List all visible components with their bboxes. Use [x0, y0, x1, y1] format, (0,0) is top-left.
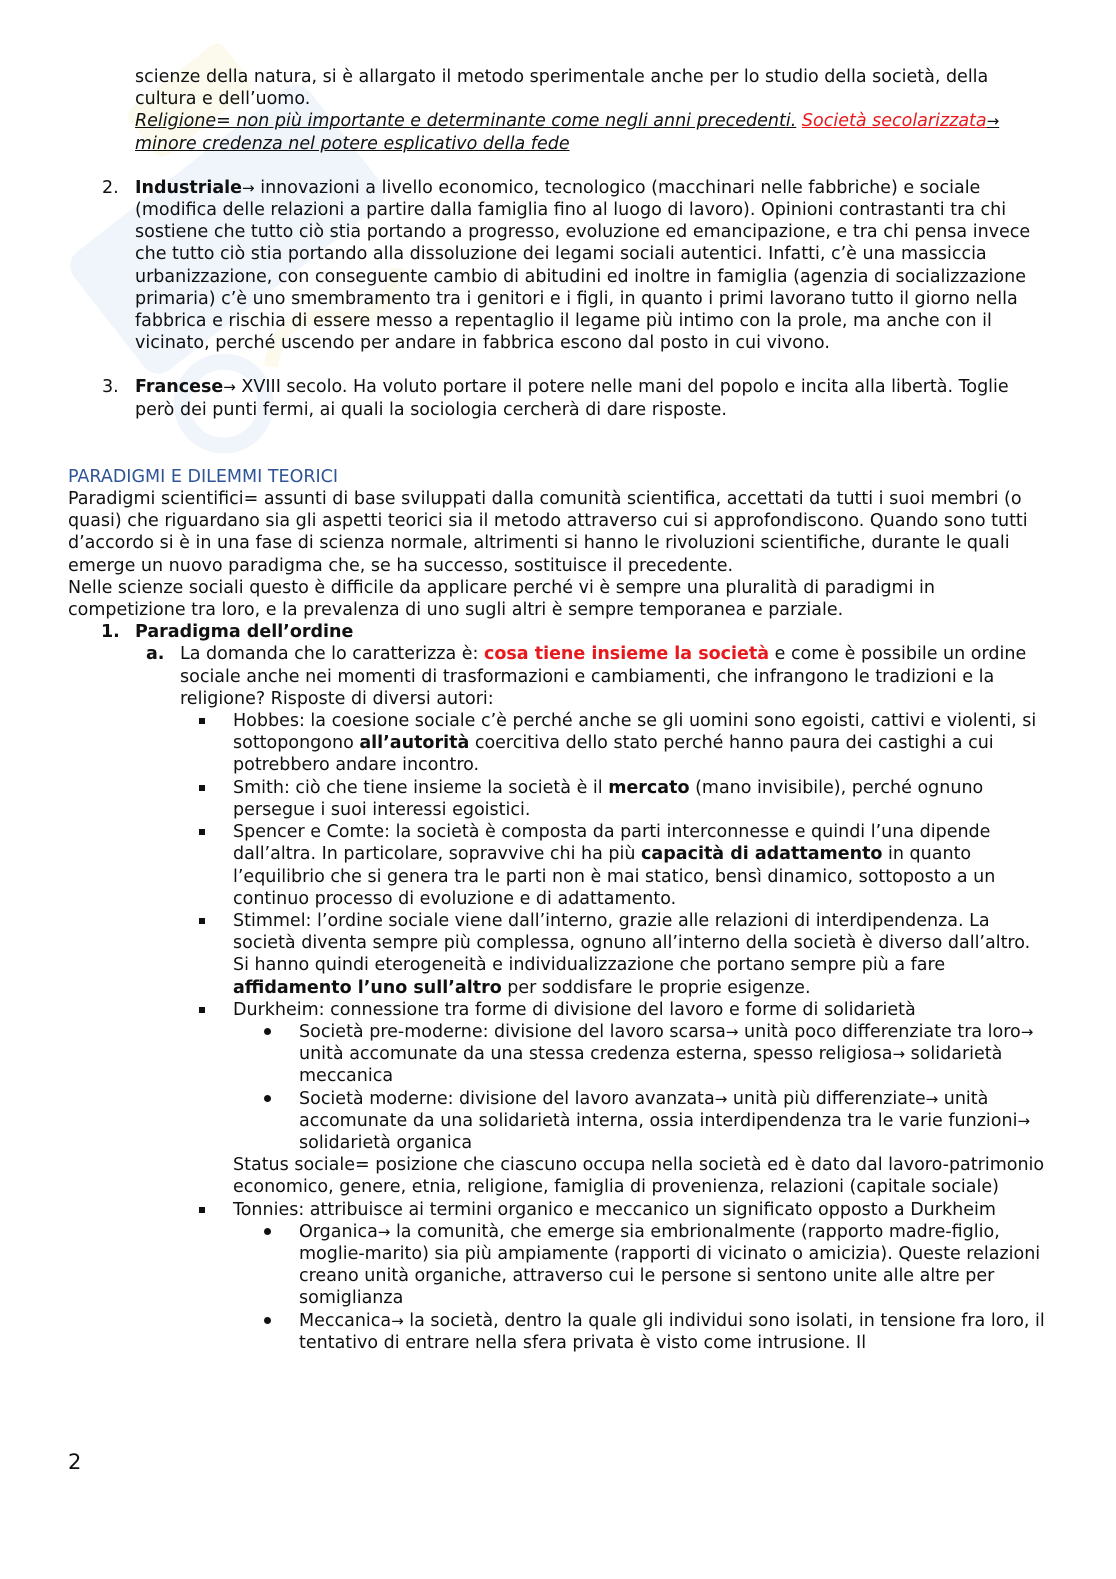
revolution-text: innovazioni a livello economico, tecnologico (macchinari nelle fabbriche) e sociale (modifica delle relazioni a partire dalla famiglia fino al luogo di lavoro). Opinioni contrastanti tra chi sostiene che tutto ciò stia portando a progresso, evoluzione ed emancipazione, e tra chi pensa invece che tutto ciò stia portando alla dissoluzione dei legami sociali autentici. Infatti, c’è una massiccia urbanizzazione, con conseguente cambio di abitudini ed inoltre in famiglia (agenzia di socializzazione primaria) c’è uno smembramento tra i genitori e i figli, in quanto i primi lavorano tutto il giorno nella fabbrica e rischia di essere messo a repentaglio il legame più intimo con la prole, ma anche con il vicinato, perché uscendo per andare in fabbrica escono dal posto in cui vivono.	[135, 177, 1031, 354]
square-bullet-icon	[199, 1207, 205, 1213]
sub-text: unità accomunate da una solidarietà interna, ossia interdipendenza tra le varie funzioni	[299, 1088, 1018, 1131]
sub-text: Meccanica	[299, 1310, 392, 1331]
sub-text: solidarietà organica	[299, 1132, 473, 1153]
tonnies-organica	[68, 1221, 1048, 1310]
arrow-icon: →	[725, 1022, 739, 1041]
religione-line	[68, 110, 1048, 154]
page-number: 2	[68, 1450, 82, 1474]
arrow-icon: →	[986, 112, 1000, 131]
societa-secolarizzata: Società secolarizzata	[801, 111, 987, 132]
revolution-text: XVIII secolo. Ha voluto portare il potere nelle mani del popolo e incita alla libertà. Toglie però dei punti fermi, ai quali la sociologia cercherà di dare risposte.	[135, 377, 1009, 420]
author-text: Tonnies: attribuisce ai termini organico e meccanico un significato opposto a Durkheim	[233, 1199, 996, 1220]
author-smith	[68, 777, 1048, 821]
list-number: 1.	[101, 622, 120, 643]
author-hobbes	[68, 710, 1048, 777]
author-text: Smith: ciò che tiene insieme la società è il	[233, 777, 609, 798]
arrow-icon: →	[714, 1089, 728, 1108]
arrow-icon: →	[377, 1222, 391, 1241]
square-bullet-icon	[199, 785, 205, 791]
author-text-rest: (mano invisibile), perché ognuno persegue i suoi interessi egoistici.	[233, 777, 984, 820]
paragraph-scienze-sociali: Nelle scienze sociali questo è difficile da applicare perché vi è sempre una pluralità di paradigmi in competizione tra loro, e la prevalenza di uno sugli altri è sempre temporanea e parziale.	[68, 577, 935, 621]
square-bullet-icon	[199, 718, 205, 724]
author-keyword: mercato	[608, 777, 690, 798]
revolution-industriale	[68, 177, 1048, 355]
revolution-title: Industriale	[135, 177, 243, 198]
square-bullet-icon	[199, 829, 205, 835]
section-heading: PARADIGMI E DILEMMI TEORICI	[68, 466, 339, 487]
intro-line: scienze della natura, si è allargato il metodo sperimentale anche per lo studio della società, della cultura e dell’uomo.	[135, 67, 989, 110]
paradigm-ordine	[68, 621, 1048, 643]
question-text-rest: e come è possibile un ordine sociale anche nei momenti di trasformazioni e cambiamenti, che infrangono le tradizioni e la religione? Risposte di diversi autori:	[180, 644, 1027, 709]
round-bullet-icon	[264, 1228, 271, 1235]
sub-text: la comunità, che emerge sia embrionalmente (rapporto madre-figlio, moglie-marito) sia più ampiamente (rapporti di vicinato o amicizia). Queste relazioni creano unità organiche, attraverso cui le persone si sentono unite alle altre per somiglianza	[299, 1221, 1041, 1309]
question-highlight: cosa tiene insieme la società	[483, 644, 770, 665]
author-text-rest: in quanto l’equilibrio che si genera tra le parti non è mai statico, bensì dinamico, sottoposto a un continuo processo di evoluzione e di adattamento.	[233, 844, 996, 909]
question-text: La domanda che lo caratterizza è:	[180, 644, 484, 665]
durkheim-pre-moderne	[68, 1021, 1048, 1088]
author-keyword: affidamento l’uno sull’altro	[233, 977, 502, 998]
author-text: Spencer e Comte: la società è composta da parti interconnesse e quindi l’una dipende dall’altra. In particolare, sopravvive chi ha più	[233, 822, 991, 865]
tonnies-meccanica	[68, 1310, 1048, 1354]
religione-text: Religione= non più importante e determinante come negli anni precedenti.	[135, 111, 797, 132]
author-stimmel	[68, 910, 1048, 999]
author-durkheim	[68, 999, 1048, 1021]
arrow-icon: →	[925, 1089, 939, 1108]
sub-text: la società, dentro la quale gli individui sono isolati, in tensione fra loro, il tentativo di entrare nella sfera privata è visto come intrusione. Il	[299, 1310, 1045, 1353]
author-text: Hobbes: la coesione sociale c’è perché anche se gli uomini sono egoisti, cattivi e violenti, si sottopongono	[233, 711, 1037, 754]
list-letter: a.	[146, 644, 165, 665]
arrow-icon: →	[242, 178, 255, 197]
author-text-rest: coercitiva dello stato perché hanno paura dei castighi a cui potrebbero andare incontro.	[233, 733, 994, 776]
author-tonnies	[68, 1199, 1048, 1221]
author-keyword: capacità di adattamento	[641, 844, 883, 865]
paradigm-question	[68, 643, 1048, 710]
list-number: 3.	[102, 377, 119, 398]
author-text: Durkheim: connessione tra forme di divisione del lavoro e forme di solidarietà	[233, 999, 916, 1020]
square-bullet-icon	[199, 918, 205, 924]
round-bullet-icon	[264, 1095, 271, 1102]
author-keyword: all’autorità	[359, 733, 470, 754]
sub-text: Società moderne: divisione del lavoro avanzata	[299, 1088, 715, 1109]
sub-text: unità accomunate da una stessa credenza esterna, spesso religiosa	[299, 1044, 893, 1065]
round-bullet-icon	[264, 1028, 271, 1035]
author-text-rest: per soddisfare le proprie esigenze.	[501, 977, 811, 998]
round-bullet-icon	[264, 1317, 271, 1324]
revolution-title: Francese	[135, 377, 224, 398]
arrow-icon: →	[1020, 1022, 1034, 1041]
paradigm-title: Paradigma dell’ordine	[135, 622, 354, 643]
square-bullet-icon	[199, 1007, 205, 1013]
status-sociale: Status sociale= posizione che ciascuno occupa nella società ed è dato dal lavoro-patrimonio economico, genere, etnia, religione, famiglia di provenienza, relazioni (capitale sociale)	[233, 1155, 1045, 1198]
minore-credenza: minore credenza nel potere esplicativo della fede	[135, 133, 570, 154]
arrow-icon: →	[1017, 1111, 1031, 1130]
author-text: Stimmel: l’ordine sociale viene dall’interno, grazie alle relazioni di interdipendenza. La società diventa sempre più complessa, ognuno all’interno della società è diverso dall’altro. Si hanno quindi eterogeneità e individualizzazione che portano sempre più a fare	[233, 910, 1031, 976]
revolution-francese	[68, 376, 1048, 420]
durkheim-moderne	[68, 1088, 1048, 1155]
arrow-icon: →	[223, 378, 236, 397]
sub-text: solidarietà meccanica	[299, 1044, 1003, 1087]
sub-text: Società pre-moderne: divisione del lavoro scarsa	[299, 1021, 726, 1042]
paragraph-paradigmi: Paradigmi scientifici= assunti di base sviluppati dalla comunità scientifica, accettati da tutti i suoi membri (o quasi) che riguardano sia gli aspetti teorici sia il metodo attraverso cui si approfondiscono. Quando sono tutti d’accordo si è in una fase di scienza normale, altrimenti si hanno le rivoluzioni scientifiche, durante le quali emerge un nuovo paradigma che, se ha successo, sostituisce il precedente.	[68, 489, 1028, 576]
list-number: 2.	[102, 177, 119, 198]
author-spencer-comte	[68, 821, 1048, 910]
arrow-icon: →	[391, 1311, 404, 1330]
sub-text: unità poco differenziate tra loro	[738, 1021, 1021, 1042]
document-page	[68, 66, 1048, 1354]
arrow-icon: →	[892, 1045, 906, 1064]
sub-text: unità più differenziate	[727, 1088, 926, 1109]
sub-text: Organica	[299, 1221, 378, 1242]
